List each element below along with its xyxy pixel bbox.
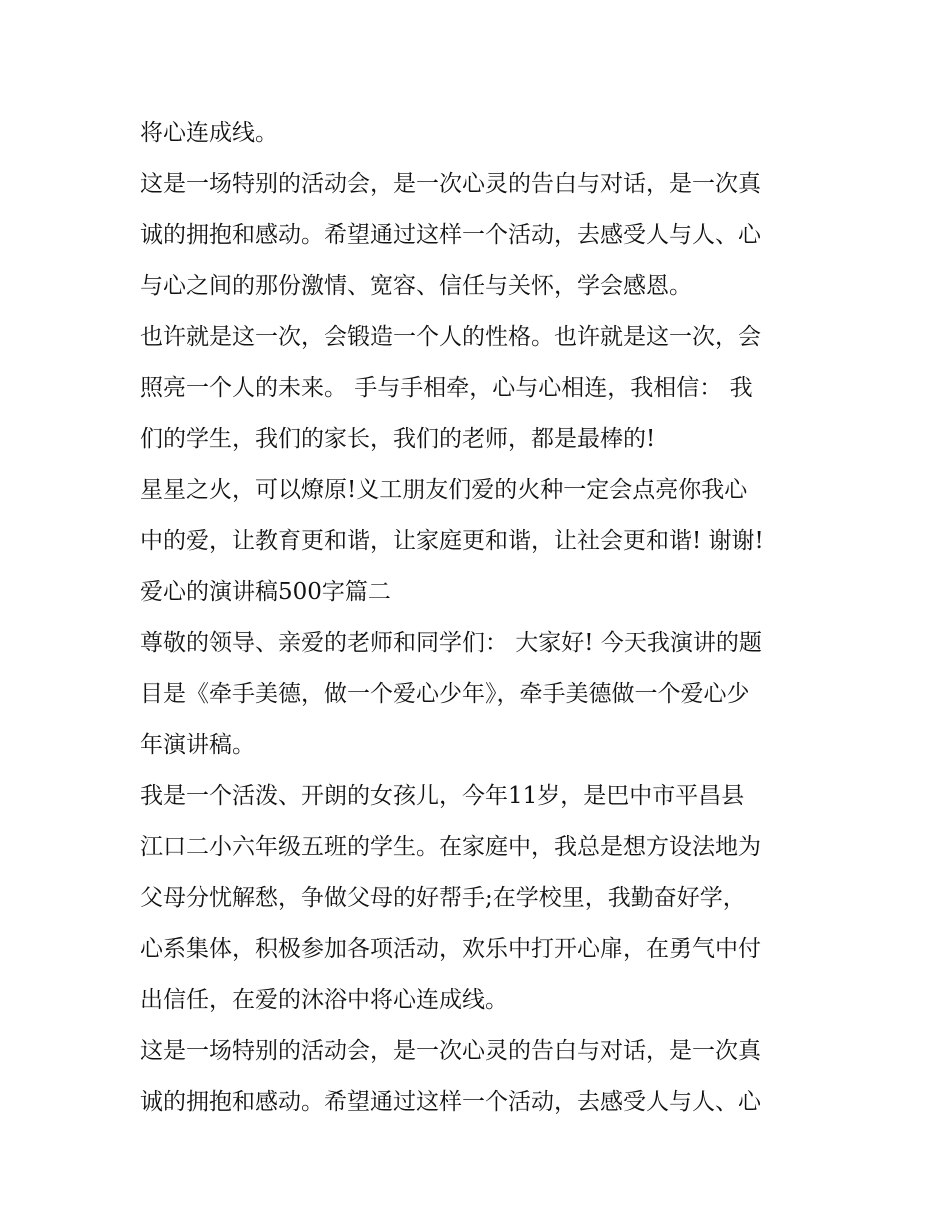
text-line: 出信任，在爱的沐浴中将心连成线。 [140,987,508,1013]
text-line: 这是一场特别的活动会，是一次心灵的告白与对话，是一次真 [140,171,761,197]
text-line: 心系集体，积极参加各项活动，欢乐中打开心扉，在勇气中付 [140,936,761,962]
text-line: 目是《牵手美德，做一个爱心少年》，牵手美德做一个爱心少 [140,681,750,707]
text-line: 江口二小六年级五班的学生。在家庭中，我总是想方设法地为 [140,834,761,860]
text-line: 也许就是这一次，会锻造一个人的性格。也许就是这一次，会 [140,324,761,350]
text-line: 星星之火，可以燎原!义工朋友们爱的火种一定会点亮你我心 [140,477,748,503]
text-line: 尊敬的领导、亲爱的老师和同学们： 大家好! 今天我演讲的题 [140,630,762,656]
text-line: 将心连成线。 [140,120,278,146]
text-line: 这是一场特别的活动会，是一次心灵的告白与对话，是一次真 [140,1038,761,1064]
text-line: 照亮一个人的未来。 手与手相牵，心与心相连，我相信： 我 [140,375,753,401]
text-line: 父母分忧解愁，争做父母的好帮手;在学校里，我勤奋好学， [140,885,746,911]
text-line: 诚的拥抱和感动。希望通过这样一个活动，去感受人与人、心 [140,1089,761,1115]
text-line: 中的爱，让教育更和谐，让家庭更和谐，让社会更和谐! 谢谢! [140,528,764,554]
text-line: 诚的拥抱和感动。希望通过这样一个活动，去感受人与人、心 [140,222,761,248]
text-line: 与心之间的那份激情、宽容、信任与关怀，学会感恩。 [140,273,692,299]
body-text [140,108,820,1128]
section-heading: 爱心的演讲稿500字篇二 [140,579,391,605]
text-line: 们的学生，我们的家长，我们的老师，都是最棒的! [140,426,656,452]
text-line: 我是一个活泼、开朗的女孩儿，今年11岁，是巴中市平昌县 [140,783,745,809]
text-line: 年演讲稿。 [140,732,255,758]
